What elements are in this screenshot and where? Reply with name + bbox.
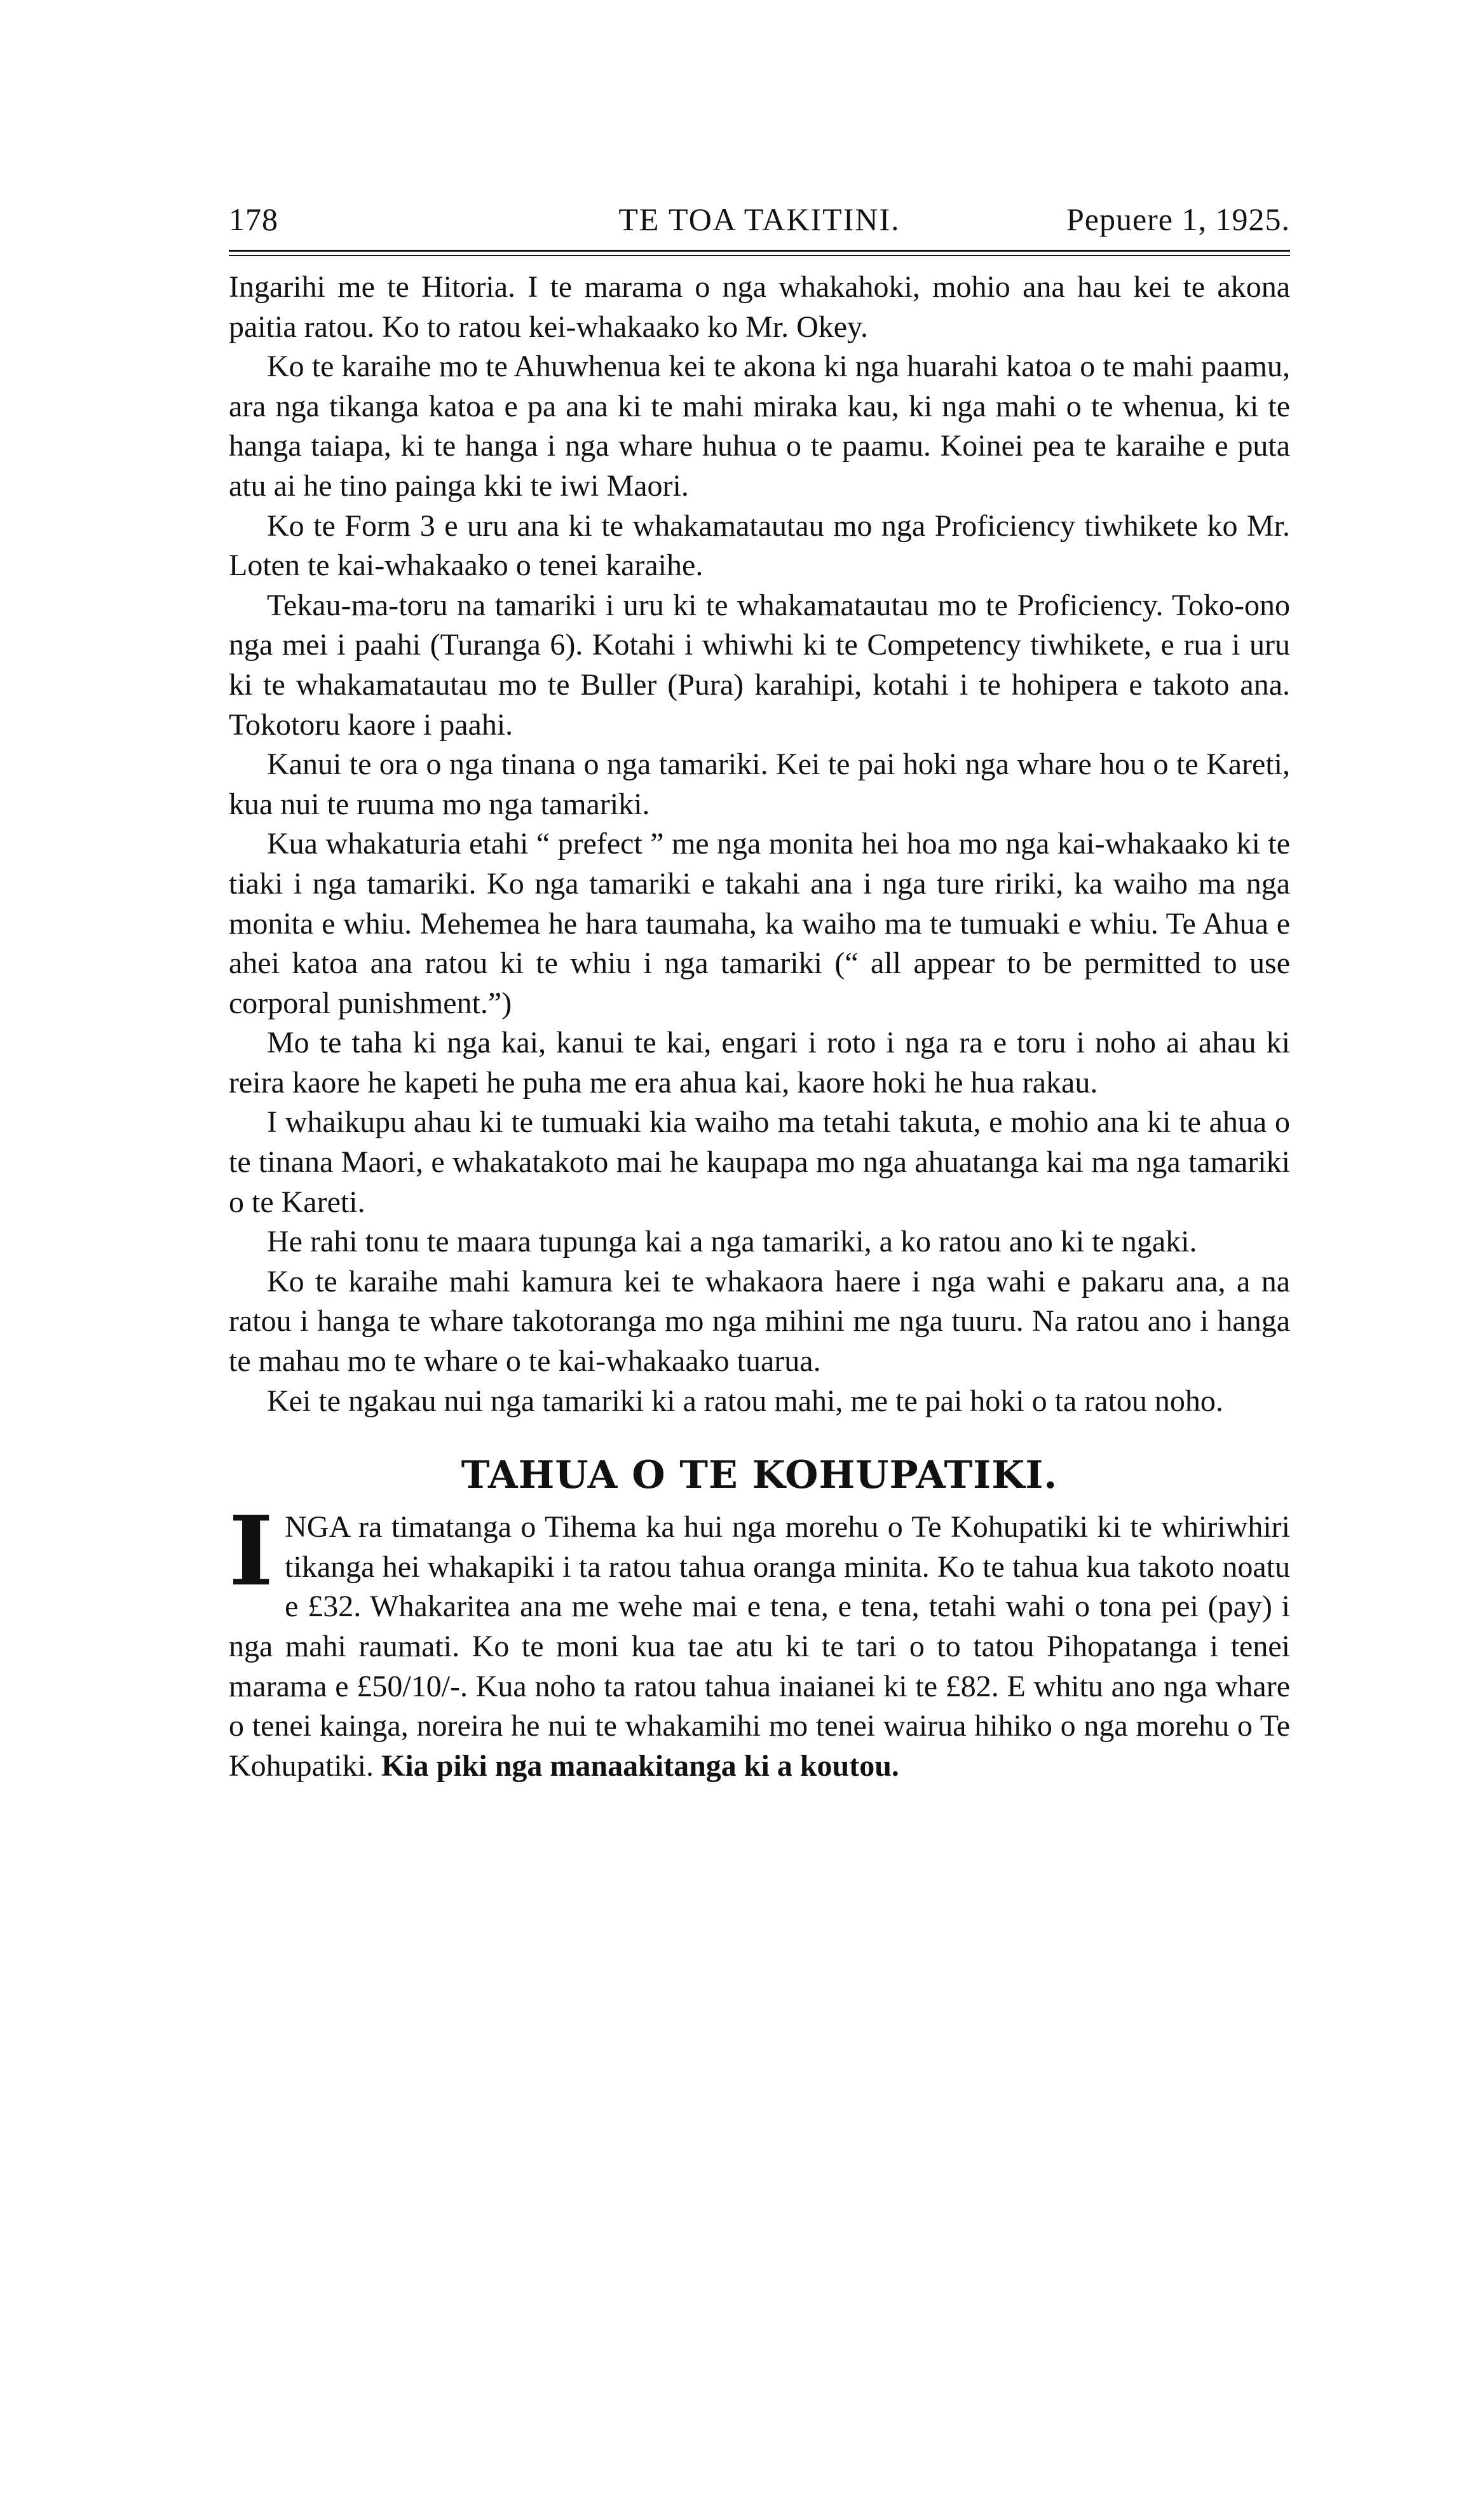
issue-date: Pepuere 1, 1925. [1066,201,1290,237]
article-body [229,268,1290,1421]
section-text: NGA ra timatanga o Tihema ka hui nga morehu o Te Kohupatiki ki te whiriwhiri tikanga hei whakapiki i ta ratou tahua oranga minita. Ko te tahua kua takoto noatu e £32. Whakaritea ana me wehe mai e tena, e tena, tetahi wahi o tona pei (pay) i nga mahi raumati. Ko te moni kua tae atu ki te tari o to tatou Pihopatanga i tenei marama e £50/10/-. Kua noho ta ratou tahua inaianei ki te £82. E whitu ano nga whare o tenei kainga, noreira he nui te whakamihi mo tenei wairua hihiko o nga morehu o Te Kohupatiki. [229,1510,1290,1783]
running-header [229,194,1290,245]
page [229,194,1290,1786]
section-body [229,1495,1290,1786]
paragraph: Ko te karaihe mo te Ahuwhenua kei te akona ki nga huarahi katoa o te mahi paamu, ara nga tikanga katoa e pa ana ki te mahi miraka kau, ki nga mahi o te whenua, ki te hanga taiapa, ki te hanga i nga whare huhua o te paamu. Koinei pea te karaihe e puta atu ai he tino painga kki te iwi Maori. [229,350,1290,503]
paragraph: He rahi tonu te maara tupunga kai a nga tamariki, a ko ratou ano ki te ngaki. [267,1225,1197,1259]
section-paragraph [229,1495,1290,1786]
paragraph: Kanui te ora o nga tinana o nga tamariki. Kei te pai hoki nga whare hou o te Kareti, kua nui te ruuma mo nga tamariki. [229,747,1290,821]
paragraph: Ko te karaihe mahi kamura kei te whakaora haere i nga wahi e pakaru ana, a na ratou i hanga te whare takotoranga mo nga mihini me nga tuuru. Na ratou ano i hanga te mahau mo te whare o te kai-whakaako tuarua. [229,1264,1290,1379]
closing-line: Kia piki nga manaakitanga ki a koutou. [381,1748,899,1783]
publication-title: TE TOA TAKITINI. [618,201,901,237]
paragraph: Kei te ngakau nui nga tamariki ki a ratou mahi, me te pai hoki o ta ratou noho. [267,1384,1223,1418]
paragraph: Kua whakaturia etahi “ prefect ” me nga monita hei hoa mo nga kai-whakaako ki te tiaki i nga tamariki. Ko nga tamariki e takahi ana i nga ture ririki, ka waiho ma nga monita e whiu. Mehemea he hara taumaha, ka waiho ma te tumuaki e whiu. Te Ahua e ahei katoa ana ratou ki te whiu i nga tamariki (“ all appear to be permitted to use corporal punishment.”) [229,827,1290,1020]
paragraph: I whaikupu ahau ki te tumuaki kia waiho ma tetahi takuta, e mohio ana ki te ahua o te tinana Maori, e whakatakoto mai he kaupapa mo nga ahuatanga kai ma nga tamariki o te Kareti. [229,1105,1290,1219]
page-number: 178 [229,201,278,237]
section-heading: TAHUA O TE KOHUPATIKI. [461,1453,1058,1498]
paragraph: Mo te taha ki nga kai, kanui te kai, engari i roto i nga ra e toru i noho ai ahau ki reira kaore he kapeti he puha me era ahua kai, kaore hoki he hua rakau. [229,1026,1290,1100]
paragraph: Ko te Form 3 e uru ana ki te whakamatautau mo nga Proficiency tiwhikete ko Mr. Loten te kai-whakaako o tenei karaihe. [229,508,1290,583]
paragraph: Ingarihi me te Hitoria. I te marama o nga whakahoki, mohio ana hau kei te akona paitia ratou. Ko to ratou kei-whakaako ko Mr. Okey. [229,270,1290,344]
header-rule-thin [229,255,1290,256]
paragraph: Tekau-ma-toru na tamariki i uru ki te whakamatautau mo te Proficiency. Toko-ono nga mei i paahi (Turanga 6). Kotahi i whiwhi ki te Competency tiwhikete, e rua i uru ki te whakamatautau mo te Buller (Pura) karahipi, kotahi i te hohipera e takoto ana. Tokotoru kaore i paahi. [229,588,1290,742]
header-rule [229,250,1290,252]
drop-cap: I [229,1495,274,1608]
